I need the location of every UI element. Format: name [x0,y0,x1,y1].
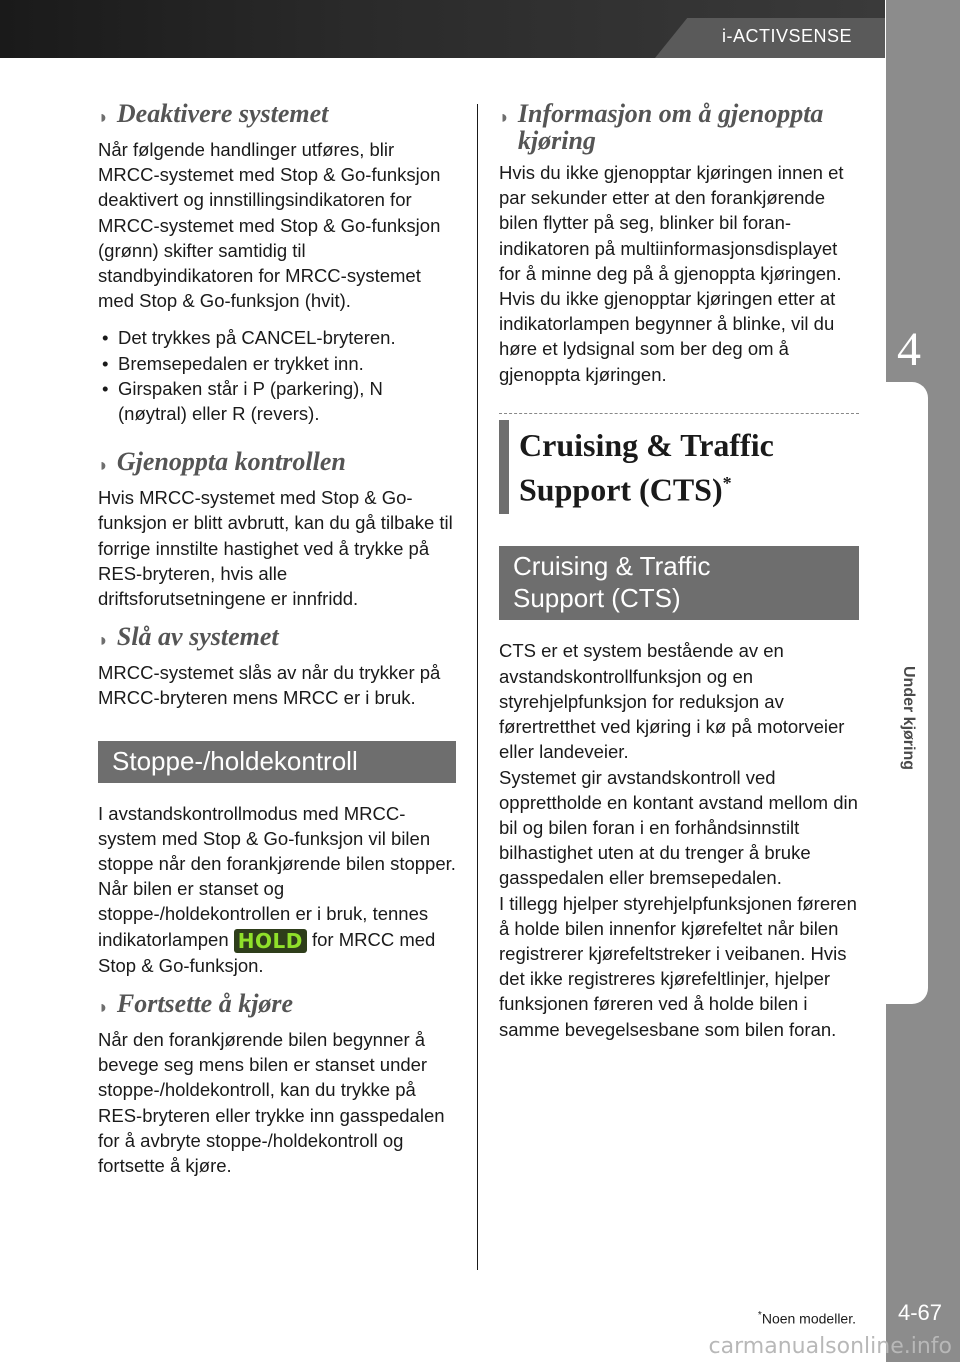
chapter-label: Under kjøring [900,666,917,771]
left-column [98,100,456,1190]
subheading-turn-off: ◗ Slå av systemet [98,623,456,654]
right-column [499,100,859,1054]
paragraph: MRCC-systemet slås av når du trykker på MRCC-bryteren mens MRCC er i bruk. [98,662,441,709]
paragraph: Hvis MRCC-systemet med Stop & Go-funksjon er blitt avbrutt, kan du gå tilbake til forrige innstilte hastighet ved å trykke på RES-bryteren, hvis alle driftsforutsetningene er innfridd. [98,487,453,610]
hold-indicator-icon: HOLD [234,929,307,953]
section-header-title: i-ACTIVSENSE [721,26,852,46]
triangle-bullet-icon: ◗ [98,630,109,651]
title-accent-bar [499,420,509,515]
paragraph: Systemet gir avstandskontroll ved opprettholde en kontant avstand mellom din bil og bilen foran i en forhåndsinnstilt bilhastighet uten at du trenger å bruke gasspedalen eller bremsepedalen. [499,766,858,889]
paragraph: I tillegg hjelper styrehjelpfunksjonen føreren å holde bilen innenfor kjørefeltet når bilen registrerer kjørefeltstreker i veibanen. Hvis det ikke registreres kjørefeltlinjer, hjelper funksjonen føreren ved å holde bilen i samme bevegelsesbane som bilen foran. [499,892,857,1040]
subheading-continue-driving: ◗ Fortsette å kjøre [98,990,456,1021]
triangle-bullet-icon: ◗ [98,996,109,1017]
footnote: *Noen modeller. [757,1310,856,1327]
subheading-resume-info: ◗ Informasjon om å gjenoppta kjøring [499,99,824,155]
triangle-bullet-icon: ◗ [98,107,109,127]
section-bar-stop-hold: Stoppe-/holdekontroll [98,741,456,783]
list-item: • Bremsepedalen er trykket inn. [102,351,456,376]
paragraph: Hvis du ikke gjenopptar kjøringen innen et par sekunder etter at den forankjørende bilen flytter på seg, blinker bil foran-indikatoren på multiinformasjonsdisplayet for å minne deg på å gjenoppta kjøringen. Hvis du ikke gjenopptar kjøringen etter at indikatorlampen begynner å blinke, vil du høre et lydsignal som ber deg om å gjenoppta kjøringen. [499,162,844,385]
section-title: Cruising & Traffic Support (CTS)* [519,426,774,508]
paragraph: Når den forankjørende bilen begynner å bevege seg mens bilen er stanset under stoppe-/holdekontroll, kan du trykke på RES-bryteren eller trykke inn gasspedalen for å avbryte stoppe-/holdekontroll og fortsette å kjøre. [98,1028,445,1176]
chapter-number: 4 [897,323,921,376]
watermark: carmanualsonline.info [708,1334,952,1359]
page-number: 4-67 [897,1300,943,1325]
triangle-bullet-icon: ◗ [98,455,109,476]
column-divider [477,104,478,1270]
section-bar-cts: Cruising & Traffic Support (CTS) [499,546,859,620]
section-title-cts [499,413,859,515]
subheading-resume-control: ◗ Gjenoppta kontrollen [98,448,456,479]
list-item: • Girspaken står i P (parkering), N (nøytral) eller R (revers). [102,376,456,426]
triangle-bullet-icon: ◗ [499,107,510,127]
list-item: • Det trykkes på CANCEL-bryteren. [102,325,456,350]
subheading-deactivate: ◗ Deaktivere systemet [98,100,456,131]
paragraph: I avstandskontrollmodus med MRCC-system med Stop & Go-funksjon vil bilen stoppe når den forankjørende bilen stopper. Når bilen er stanset og stoppe-/holdekontrollen er i bruk, tennes indikatorlampen HOLD for MRCC med Stop & Go-funksjon. [98,802,456,976]
paragraph: CTS er et system bestående av en avstandskontrollfunksjon og en styrehjelpfunksjon for reduksjon av førertretthet ved kjøring i kø på motorveier eller landeveier. [499,640,845,763]
bullet-list [98,325,456,426]
footnote-marker: * [722,472,732,493]
paragraph: Når følgende handlinger utføres, blir MRCC-systemet med Stop & Go-funksjon deaktivert og innstillingsindikatoren for MRCC-systemet med Stop & Go-funksjon (grønn) skifter samtidig til standbyindikatoren for MRCC-systemet med Stop & Go-funksjon (hvit). [98,139,441,312]
